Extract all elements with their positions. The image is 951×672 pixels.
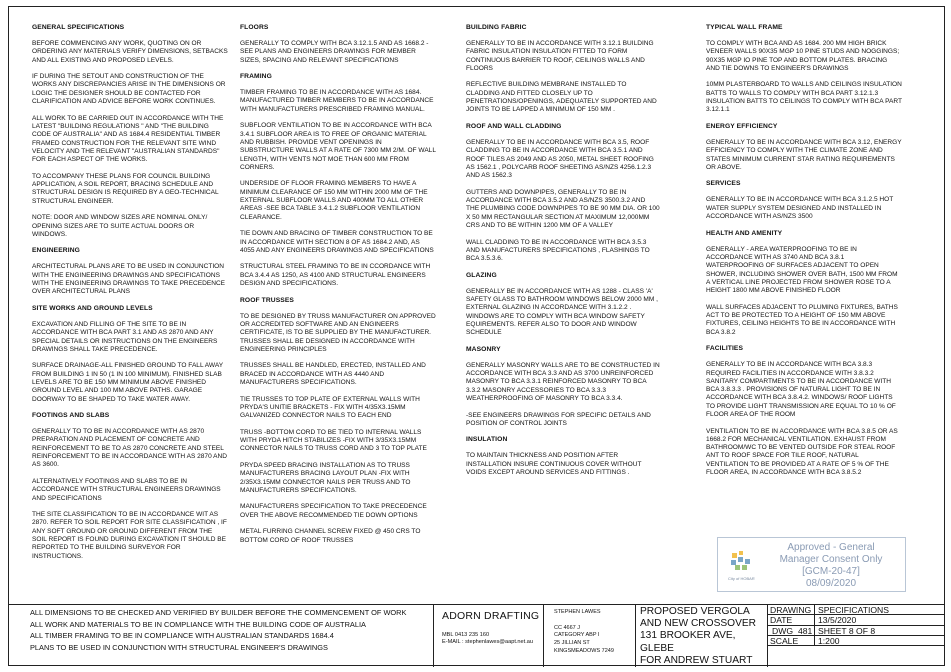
spec-paragraph: ALTERNATIVELY FOOTINGS AND SLABS TO BE IN ACCORDANCE WITH STRUCTURAL ENGINEERS DRAWINGS AND SPECIFICATIONS — [32, 477, 221, 502]
spec-paragraph: PRYDA SPEED BRACING INSTALLATION AS TO TRUSS MANUFACTURERS BRACING LAYOUT PLAN -FIX WITH 2/35X3.15MM CONNECTOR NAILS PER TRUSS AND TO MANUFACTURERS SPECIFICATIONS. — [240, 461, 411, 494]
spec-section — [706, 123, 902, 172]
spec-section — [240, 24, 436, 65]
note-line: ALL TIMBER FRAMING TO BE IN COMPLIANCE WITH AUSTRALIAN STANDARDS 1684.4 — [30, 631, 334, 640]
firm-block — [434, 605, 544, 667]
spec-paragraph: STRUCTURAL STEEL FRAMING TO BE IN CCORDANCE WITH BCA 3.4.4 AS 1250, AS 4100 AND STRUCTURAL ENGINEERS DESIGN AND SPECIFICATIONS. — [240, 263, 431, 288]
spec-paragraph: TO BE DESIGNED BY TRUSS MANUFACTURER ON APPROVED OR ACCREDITED SOFTWARE AND AN ENGINEERS CERTIFICATE, IS TO BE SUPPLIED BY THE MANUFACTURER. TRUSSES SHALL BE DESIGNED IN ACCORDANCE WITH ENGINEERING PRINCIPLES — [240, 312, 436, 353]
spec-section — [466, 24, 660, 115]
spec-column-3 — [466, 24, 660, 486]
stamp-line: 08/09/2020 — [805, 578, 857, 589]
section-heading: MASONRY — [466, 345, 501, 353]
project-line: FOR ANDREW STUART — [640, 654, 753, 666]
section-heading: SITE WORKS AND GROUND LEVELS — [32, 304, 153, 312]
note-line: PLANS TO BE USED IN CONJUNCTION WITH STRUCTURAL ENGINEER'S DRAWINGS — [30, 642, 328, 652]
spec-section — [32, 305, 228, 404]
spec-section — [466, 436, 660, 477]
date-label: DATE — [770, 615, 793, 626]
spec-paragraph: TO COMPLY WITH BCA AND AS 1684. 200 MM HIGH BRICK VENEER WALLS 90X35 MGP 10 PINE STUDS AND NOGGINGS; 90X35 MGP IO PINE TOP AND BOTTOM PLATES. BRACING AND TIE DOWNS TO ENGINEER'S DRAWINGS — [706, 40, 900, 72]
section-heading: ENERGY EFFICIENCY — [706, 122, 778, 130]
spec-section — [32, 412, 228, 561]
scale-row — [768, 636, 945, 646]
spec-section — [32, 24, 228, 239]
spec-paragraph: SURFACE DRAINAGE-ALL FINISHED GROUND TO FALL AWAY FROM BUILDING 1 IN 50 (1 IN 100 MINIMUM). FINISHED SLAB LEVELS ARE TO BE 150 MM MINIMUM ABOVE FINISHED GROUND LEVEL AND 100 MM ABOVE PATHS. GARAGE DOORWAY TO BE SHAPED TO TAKE WATER AWAY. — [32, 362, 223, 403]
spec-paragraph: GENERALLY TO COMPLY WITH BCA 3.12.1.5 AND AS 1668.2 - SEE PLANS AND ENGINEERS DRAWINGS FOR MEMBER SIZES, SPACING AND RELEVANT SPECIFICATIONS — [240, 40, 429, 64]
spec-paragraph: TIMBER FRAMING TO BE IN ACCORDANCE WITH AS 1684. MANUFACTURED TIMBER MEMBERS TO BE IN ACCORDANCE WITH MANUFACTURERS PRESCRIBED FRAMING MANUAL. — [240, 89, 434, 113]
spec-paragraph: TRUSSES SHALL BE HANDLED, ERECTED, INSTALLED AND BRACED IN ACCORDANCE WITH AS 4440 AND MANUFACTURERS SPECIFICATIONS. — [240, 362, 426, 386]
spec-paragraph: VENTILATION TO BE IN ACCORDANCE WITH BCA 3.8.5 OR AS 1668.2 FOR MECHANICAL VENTILATION. EXHAUST FROM BATHROOM/WC TO BE VENTED OUTSIDE FOR STEAL ROOF ANT TO ROOF SPACE FOR TILE ROOF, NATURAL VENTILATION TO BE PROVIDED AT A RATE OF 5 % OF THE FLOOR AREA, IN ACCORDANCE WITH BCA 3.8.5.2 — [706, 427, 898, 477]
stamp-line: Approved - General — [787, 542, 875, 553]
project-line: AND NEW CROSSOVER — [640, 618, 757, 630]
spec-paragraph: ALL WORK TO BE CARRIED OUT IN ACCORDANCE WITH THE LATEST "BUILDING REGULATIONS " AND "THE BUILDING CODE OF AUSTRALIA" AND AS 1684.4 RESIDENTIAL TIMBER FRAMED CONSTRUCTION FOR THE RELEVANT SITE WIND VELOCITY AND THE RELEVANT "AUSTRALIAN STANDARDS" FOR EACH ASPECT OF THE WORKS. — [32, 114, 224, 164]
scale-label: SCALE — [770, 635, 799, 646]
spec-section — [466, 123, 660, 263]
stamp-line: Manager Consent Only — [779, 554, 883, 565]
spec-paragraph: SUBFLOOR VENTILATION TO BE IN ACCORDANCE WITH BCA 3.4.1 SUBFLOOR AREA IS TO FREE OF ORGANIC MATERIAL AND RUBBISH. PROVIDE VENT OPENINGS IN SUBSTRUCTURE WALLS AT A RATE OF 7300 MM 2/M. OF WALL LENGTH, WITH VENTS NOT MOE THAN 600 MM FROM CORNERS. — [240, 122, 436, 171]
spec-paragraph: WALL SURFACES ADJACENT TO PLUMING FIXTURES, BATHS ACT TO BE PROTECTED TO A HEIGHT OF 150 MM ABOVE FIXTURES, CEILING HEIGHTS TO BE IN ACCORDANCE WITH BCA 3.8.2 — [706, 303, 898, 336]
spec-paragraph: 10MM PLASTERBOARD TO WALLS AND CEILINGS INSULATION BATTS TO WALLS TO COMPLY WITH BCA PART 3.12.1.3 INSULATION BATTS TO CEILINGS TO COMPLY WITH BCA PART 3.12.1.1 — [706, 81, 902, 114]
spec-paragraph: -SEE ENGINEERS DRAWINGS FOR SPECIFIC DETAILS AND POSITION OF CONTROL JOINTS — [466, 411, 651, 427]
title-block — [8, 604, 945, 666]
section-heading: HEALTH AND AMENITY — [706, 229, 783, 237]
section-heading: FOOTINGS AND SLABS — [32, 412, 110, 420]
note-line: ALL DIMENSIONS TO BE CHECKED AND VERIFIED BY BUILDER BEFORE THE COMMENCEMENT OF WORK — [30, 608, 407, 617]
spec-paragraph: TIE TRUSSES TO TOP PLATE OF EXTERNAL WALLS WITH PRYDA'S UNITIE BRACKETS - FIX WITH 4/35X3.15MM GALVANIZED CONNECTOR NAILS TO EACH END — [240, 395, 420, 420]
spec-paragraph: TO ACCOMPANY THESE PLANS FOR COUNCIL BUILDING APPLICATION, A SOIL REPORT, BRACING SCHEDULE AND STRUCTURAL DESIGN IS REQUIRED BY A GEO-TECHNICAL STRUCTURAL ENGINEER. — [32, 172, 219, 205]
dwg-label: DWG — [772, 625, 794, 636]
spec-column-1 — [32, 24, 228, 569]
spec-column-4 — [706, 24, 902, 486]
project-line: 131 BROOKER AVE, GLEBE — [640, 630, 736, 654]
note-line: ALL WORK AND MATERIALS TO BE IN COMPLIANCE WITH THE BUILDING CODE OF AUSTRALIA — [30, 619, 366, 629]
firm-mobile: MBL 0413 235 160 — [442, 632, 490, 638]
spec-paragraph: MANUFACTURERS SPECIFICATION TO TAKE PRECEDENCE OVER THE ABOVE RECOMMENDED TIE DOWN OPTIONS — [240, 503, 427, 519]
spec-paragraph: REFLECTIVE BUILDING MEMBRANE INSTALLED TO CLADDING AND FITTED CLOSELY UP TO PENETRATIONS/OPENINGS, ADEQUATELY SUPPORTED AND JOINTS TO BE LAPPED A MINIMUM OF 150 MM . — [466, 81, 657, 114]
cert-line: STEPHEN LAWES — [554, 609, 601, 615]
spec-section — [32, 247, 228, 296]
stamp-line: [GCM-20-47] — [802, 566, 860, 577]
spec-paragraph: GENERALLY TO BE IN ACCORDANCE WITH 3.12.1 BUILDING FABRIC INSULATION INSULATION FITTED TO FORM CONTINUOUS BARRIER TO ROOF, CEILINGS WALLS AND FLOORS — [466, 40, 654, 72]
spec-paragraph: ARCHITECTURAL PLANS ARE TO BE USED IN CONJUNCTION WITH THE ENGINEERING DRAWINGS AND SPECIFICATIONS WITH THE ENGINEERING DRAWINGS TO TAKE PRECEDENCE OVER ARCHITECTURAL PLANS — [32, 263, 226, 296]
spec-paragraph: GENERALLY TO BE IN ACCORDANCE WITH BCA 3.5, ROOF CLADDING TO BE IN ACCORDANCE WITH BCA 3.5.1 AND ROOF TILES AS 2049 AND AS 2050, METAL SHEET ROOFING AS 1562.1 , POLYCARB ROOF SHEETING AS/NZS 4256.1.2.3 AND AS 1562.3 — [466, 138, 654, 180]
date-value: 13/5/2020 — [814, 615, 944, 625]
spec-paragraph: GENERALLY TO TO BE IN ACCORDANCE WITH AS 2870 PREPARATION AND PLACEMENT OF CONCRETE AND REINFORCEMENT TO BE TO AS 2870 CONCRETE AND STEEL REINFORCEMENT TO BE IN ACCORDANCE WITH AS 2870 AND AS 3600. — [32, 428, 227, 469]
spec-paragraph: EXCAVATION AND FILLING OF THE SITE TO BE IN ACCORDANCE WITH BCA PART 3.1 AND AS 2870 AND ANY SPECIAL DETAILS OR INSTRUCTIONS ON THE ENGINEERS DRAWINGS SHALL TAKE PRECEDENCE. — [32, 320, 218, 353]
city-of-hobart-logo — [727, 549, 755, 583]
spec-paragraph: GENERALLY TO BE IN ACCORDANCE WITH BCA 3.12, ENERGY EFFICIENCY TO COMPLY WITH THE CLIMATE ZONE AND STATES MINIMUM CURRENT STAR RATING REQUIREMENTS OR ABOVE. — [706, 138, 902, 171]
drawing-value: SPECIFICATIONS — [814, 605, 944, 615]
spec-section — [466, 272, 660, 338]
certification-block — [544, 605, 636, 667]
firm-name: ADORN DRAFTING — [442, 610, 540, 622]
section-heading: FACILITIES — [706, 345, 744, 353]
spec-paragraph: THE SITE CLASSIFICATION TO BE IN ACCORDANCE WIT AS 2870. REFER TO SOIL REPORT FOR SITE CLASSIFICATION , IF ANY SOFT GROUND OR GROUND DIFFERENT FROM THE SOIL REPORT IS FOUND DURING EXCAVATION IT SHOULD BE REPORTED TO THE BUILDING SURVEYOR FOR INSTRUCTIONS. — [32, 511, 227, 560]
spec-section — [240, 297, 436, 545]
project-line: PROPOSED VERGOLA — [640, 606, 750, 617]
section-heading: GLAZING — [466, 271, 497, 279]
spec-paragraph: NOTE: DOOR AND WINDOW SIZES ARE NOMINAL ONLY/ OPENING SIZES ARE TO SUITE ACTUAL DOORS OR WINDOWS. — [32, 214, 208, 238]
spec-paragraph: GENERALLY MASONRY WALLS ARE TO BE CONSTRUCTED IN ACCORDANCE WITH BCA 3.3 AND AS 3700 UNREINFORCED MASONRY TO BCA 3.3.1 REINFORCED MASONRY TO BCA 3.3.2 MASONRY ACCESSORIES TO BCA 3.3.3 WEATHERPROOFING OF MASONRY TO BCA 3.3.4. — [466, 361, 660, 402]
project-block — [636, 605, 768, 667]
spec-section — [466, 346, 660, 428]
drawing-info — [768, 605, 945, 667]
spec-section — [706, 345, 902, 477]
dwg-row — [768, 626, 945, 636]
spec-paragraph: WALL CLADDING TO BE IN ACCORDANCE WITH BCA 3.5.3 AND MANUFACTURERS SPECIFICATIONS , FLASHINGS TO BCA 3.5.3.6. — [466, 238, 650, 263]
sheet-value: SHEET 8 OF 8 — [814, 626, 944, 636]
spec-paragraph: BEFORE COMMENCING ANY WORK, QUOTING ON OR ORDERING ANY MATERIALS VERIFY DIMENSIONS, SETBACKS AND ALL EXISTING AND PROPOSED LEVELS. — [32, 40, 228, 64]
spec-paragraph: TIE DOWN AND BRACING OF TIMBER CONSTRUCTION TO BE IN ACCORDANCE WITH SECTION 8 OF AS 1684.2 AND, AS 4055 AND ANY ENGINEERS DRAWINGS AND SPECIFICATIONS — [240, 230, 434, 254]
section-heading: SERVICES — [706, 180, 741, 188]
cert-line: KINGSMEADOWS 7249 — [554, 647, 614, 654]
cert-line: CC 4667 J — [554, 624, 580, 631]
spec-paragraph: METAL FURRING CHANNEL SCREW FIXED @ 450 CRS TO BOTTOM CORD OF ROOF TRUSSES — [240, 528, 421, 544]
drawing-row — [768, 605, 945, 615]
dwg-number: 481 — [798, 625, 813, 636]
section-heading: FLOORS — [240, 24, 269, 31]
section-heading: TYPICAL WALL FRAME — [706, 24, 783, 31]
section-heading: GENERAL SPECIFICATIONS — [32, 24, 125, 31]
spec-section — [706, 24, 902, 115]
spec-section — [240, 73, 436, 288]
spec-paragraph: GENERALLY BE IN ACCORDANCE WITH AS 1288 - CLASS 'A' SAFETY GLASS TO BATHROOM WINDOWS BELOW 2000 MM , EXTERNAL GLAZING IN ACCORDANCE WITH 3.1.2.2 . WINDOWS ARE TO COMPLY WITH BCA WINDOW SAFETY EQUIREMENTS. REFER ALSO TO DOOR AND WINDOW SCHEDULE — [466, 287, 658, 337]
section-heading: ROOF AND WALL CLADDING — [466, 122, 562, 130]
spec-paragraph: IF DURING THE SETOUT AND CONSTRUCTION OF THE WORKS ANY DISCREPANCIES ARISE IN THE DIMENSIONS OR LOGIC THE DESIGNER SHOULD BE CONTACTED FOR CLARIFICATION AND ADVICE BEFORE WORK CONTINUES. — [32, 73, 226, 106]
spec-paragraph: UNDERSIDE OF FLOOR FRAMING MEMBERS TO HAVE A MINIMUM CLEARANCE OF 150 MM WITHIN 2000 MM OF THE EXTERNAL SUBFLOOR WALLS AND 400MM TO ALL OTHER AREAS -SEE BCA TABLE 3.4.1.2 SUBFLOOR VENTILATION CLEARANCE. — [240, 180, 428, 221]
spec-paragraph: GENERALLY TO BE IN ACCORDANCE WITH BCA 3.8.3 REQUIRED FACILITIES IN ACCORDANCE WITH 3.8.3.2 SANITARY COMPARTMENTS TO BE IN ACCORDANCE WITH BCA 3.8.3.3 . PROVISIONS OF NATURAL LIGHT TO BE IN ACCORDANCE WITH BCA 3.8.4.2. WINDOWS/ ROOF LIGHTS TO PROVIDE LIGHT TRANSMISSION ARE EQUAL TO 10 % OF FLOOR AREA OF THE ROOM — [706, 361, 896, 418]
date-row — [768, 615, 945, 625]
spec-paragraph: GENERALLY - AREA WATERPROOFING TO BE IN ACCORDANCE WITH AS 3740 AND BCA 3.8.1 WATERPROOFING OF SURFACES ADJACENT TO OPEN SHOWER, INCLUDING SHOWER OVER BATH, 1500 MM FROM A VERTICAL LINE PROJECTED FROM SHOWER ROSE TO A HEIGHT 1800 MM ABOVE FINISHED FLOOR — [706, 245, 898, 295]
cert-line: CATEGORY ABP I — [554, 632, 600, 639]
svg-text:City of HOBART: City of HOBART — [728, 576, 755, 581]
approval-stamp — [717, 537, 906, 592]
section-heading: INSULATION — [466, 436, 508, 444]
cert-line: 25 JILLIAN ST — [554, 640, 590, 647]
drawing-label: DRAWING — [770, 605, 812, 615]
firm-email: E-MAIL : stephenlawes@aapt.net.au — [442, 639, 533, 645]
spec-section — [706, 180, 902, 221]
spec-column-2 — [240, 24, 436, 553]
section-heading: ENGINEERING — [32, 247, 80, 255]
scale-value: 1:200 — [814, 636, 944, 646]
section-heading: ROOF TRUSSES — [240, 296, 294, 304]
section-heading: BUILDING FABRIC — [466, 24, 527, 31]
spec-paragraph: TO MAINTAIN THICKNESS AND POSITION AFTER INSTALLATION INSURE CONTINUOUS COVER WITHOUT VOIDS EXCEPT AROUND SERVICES AND FITTINGS . — [466, 452, 642, 477]
spec-section — [706, 230, 902, 337]
spec-paragraph: GUTTERS AND DOWNPIPES, GENERALLY TO BE IN ACCORDANCE WITH BCA 3.5.2 AND AS/NZS 3500.3.2 AND THE PLUMBING CODE DOWNPIPES TO BE 90 MM DIA. OR 100 X 50 MM RECTANGULAR SECTION AT MAXIMUM 12,000MM CRS AND TO BE WITHIN 1200 MM OF A VALLEY — [466, 188, 660, 229]
cert-line — [554, 617, 635, 625]
section-heading: FRAMING — [240, 73, 272, 81]
spec-paragraph: TRUSS -BOTTOM CORD TO BE TIED TO INTERNAL WALLS WITH PRYDA HITCH STABILIZES -FIX WITH 3/35X3.15MM CONNECTOR NAILS TO TRUSS CORD AND 3 TO TOP PLATE — [240, 428, 427, 453]
general-notes — [8, 605, 434, 667]
spec-paragraph: GENERALLY TO BE IN ACCORDANCE WITH BCA 3.1.2.5 HOT WATER SUPPLY SYSTEM DESIGNED AND INSTALLED IN ACCORDANCE WITH AS/NZS 3500 — [706, 196, 894, 221]
